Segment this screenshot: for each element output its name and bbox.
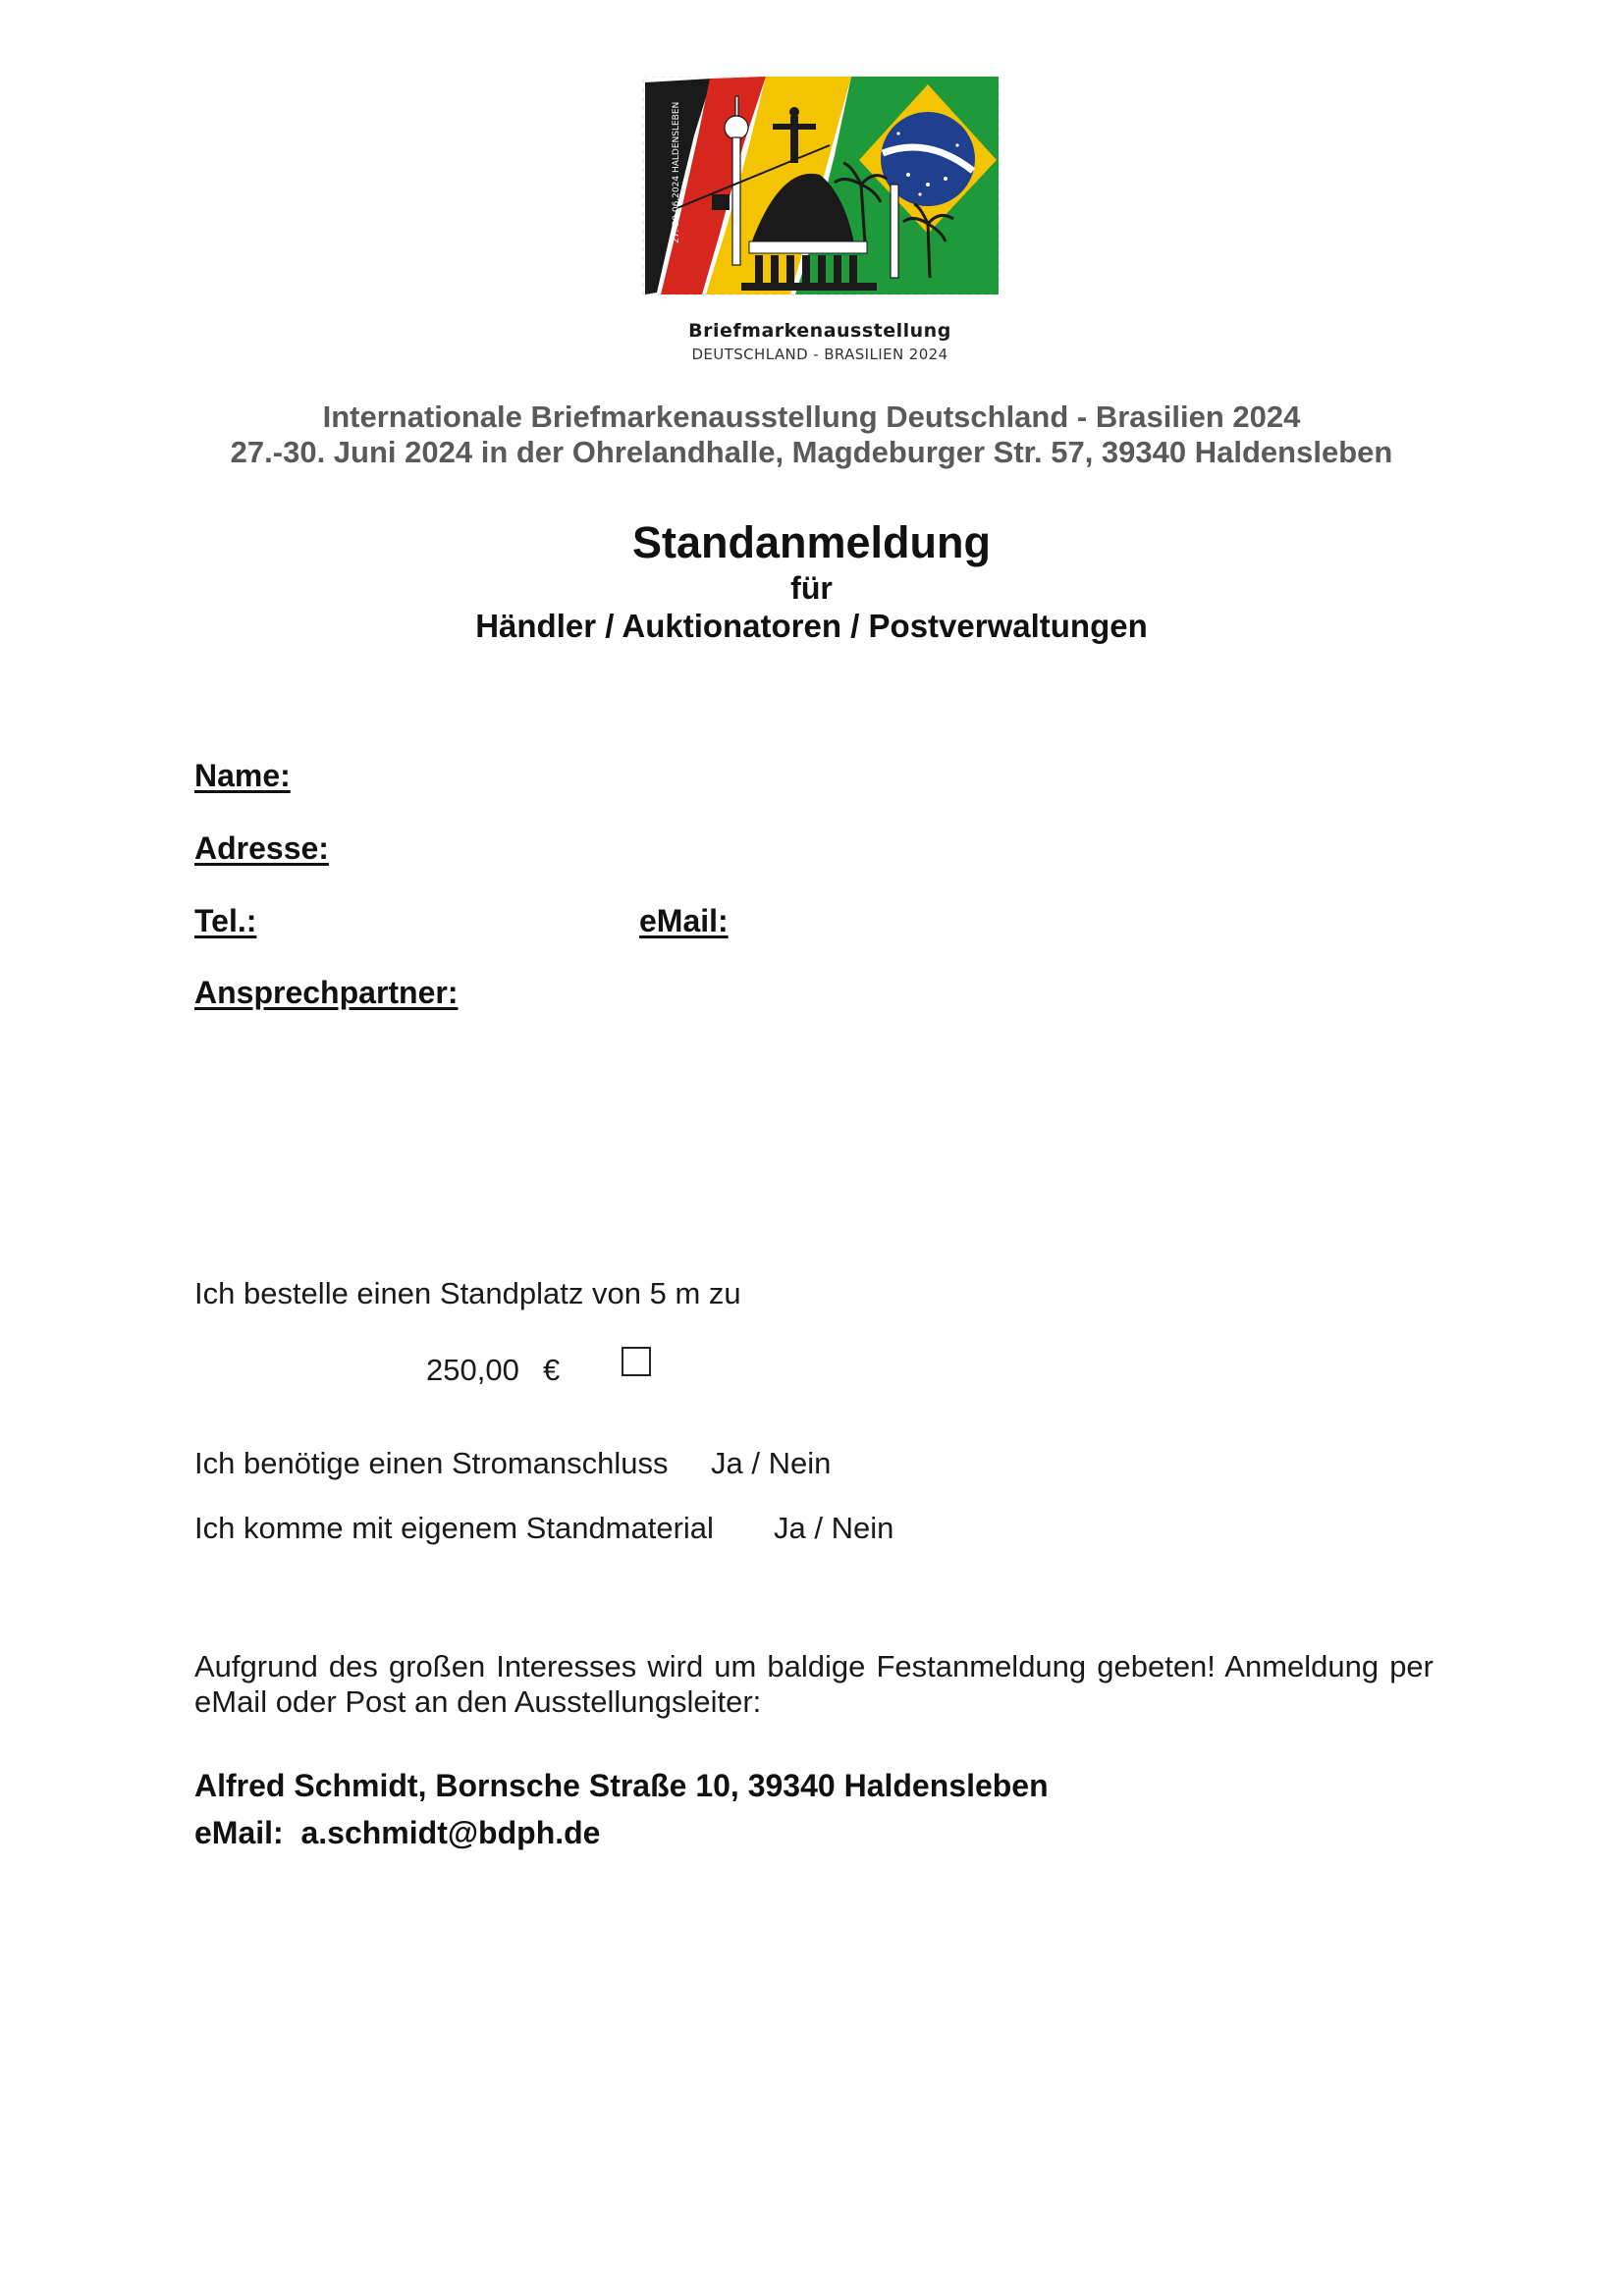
contact-person-label: Ansprechpartner: <box>194 975 459 1010</box>
stamp-side-text: 27.-30.06.2024 HALDENSLEBEN <box>672 101 681 243</box>
material-choice[interactable]: Ja / Nein <box>774 1511 894 1545</box>
order-text: Ich bestelle einen Standplatz von 5 m zu <box>194 1276 741 1310</box>
material-question: Ich komme mit eigenem Standmaterial <box>194 1511 714 1545</box>
page-title: Standanmeldung <box>631 517 991 567</box>
victory-column-icon <box>891 185 898 278</box>
registration-note: Aufgrund des großen Interesses wird um baldige Festanmeldung gebeten! Anmeldung per eMail oder Post an den Ausstellungsleiter: <box>194 1649 1434 1719</box>
organizer-address: Alfred Schmidt, Bornsche Straße 10, 39340 Haldensleben <box>194 1768 1049 1803</box>
power-question: Ich benötige einen Stromanschluss <box>194 1446 669 1480</box>
header-line-1: Internationale Briefmarkenausstellung Deutschland - Brasilien 2024 <box>322 400 1301 434</box>
header-line-2: 27.-30. Juni 2024 in der Ohrelandhalle, Magdeburger Str. 57, 39340 Haldensleben <box>230 435 1393 469</box>
organizer-email-prefix: eMail: <box>194 1815 284 1850</box>
power-choice[interactable]: Ja / Nein <box>711 1446 832 1480</box>
logo-subtitle: DEUTSCHLAND - BRASILIEN 2024 <box>691 346 948 363</box>
brandenburg-gate-icon <box>741 241 877 291</box>
tel-label: Tel.: <box>194 903 257 938</box>
stand-order-checkbox[interactable] <box>622 1347 651 1376</box>
logo-title: Briefmarkenausstellung <box>688 320 951 342</box>
exhibition-logo <box>633 77 1006 371</box>
title-fuer: für <box>790 570 833 606</box>
name-label: Name: <box>194 758 291 793</box>
title-audience: Händler / Auktionatoren / Postverwaltungen <box>475 608 1148 644</box>
order-price: 250,00 <box>426 1353 519 1387</box>
address-label: Adresse: <box>194 830 329 866</box>
order-currency: € <box>543 1353 561 1387</box>
email-label: eMail: <box>639 903 729 938</box>
organizer-email-line <box>194 1815 600 1851</box>
organizer-email[interactable]: a.schmidt@bdph.de <box>300 1815 601 1850</box>
